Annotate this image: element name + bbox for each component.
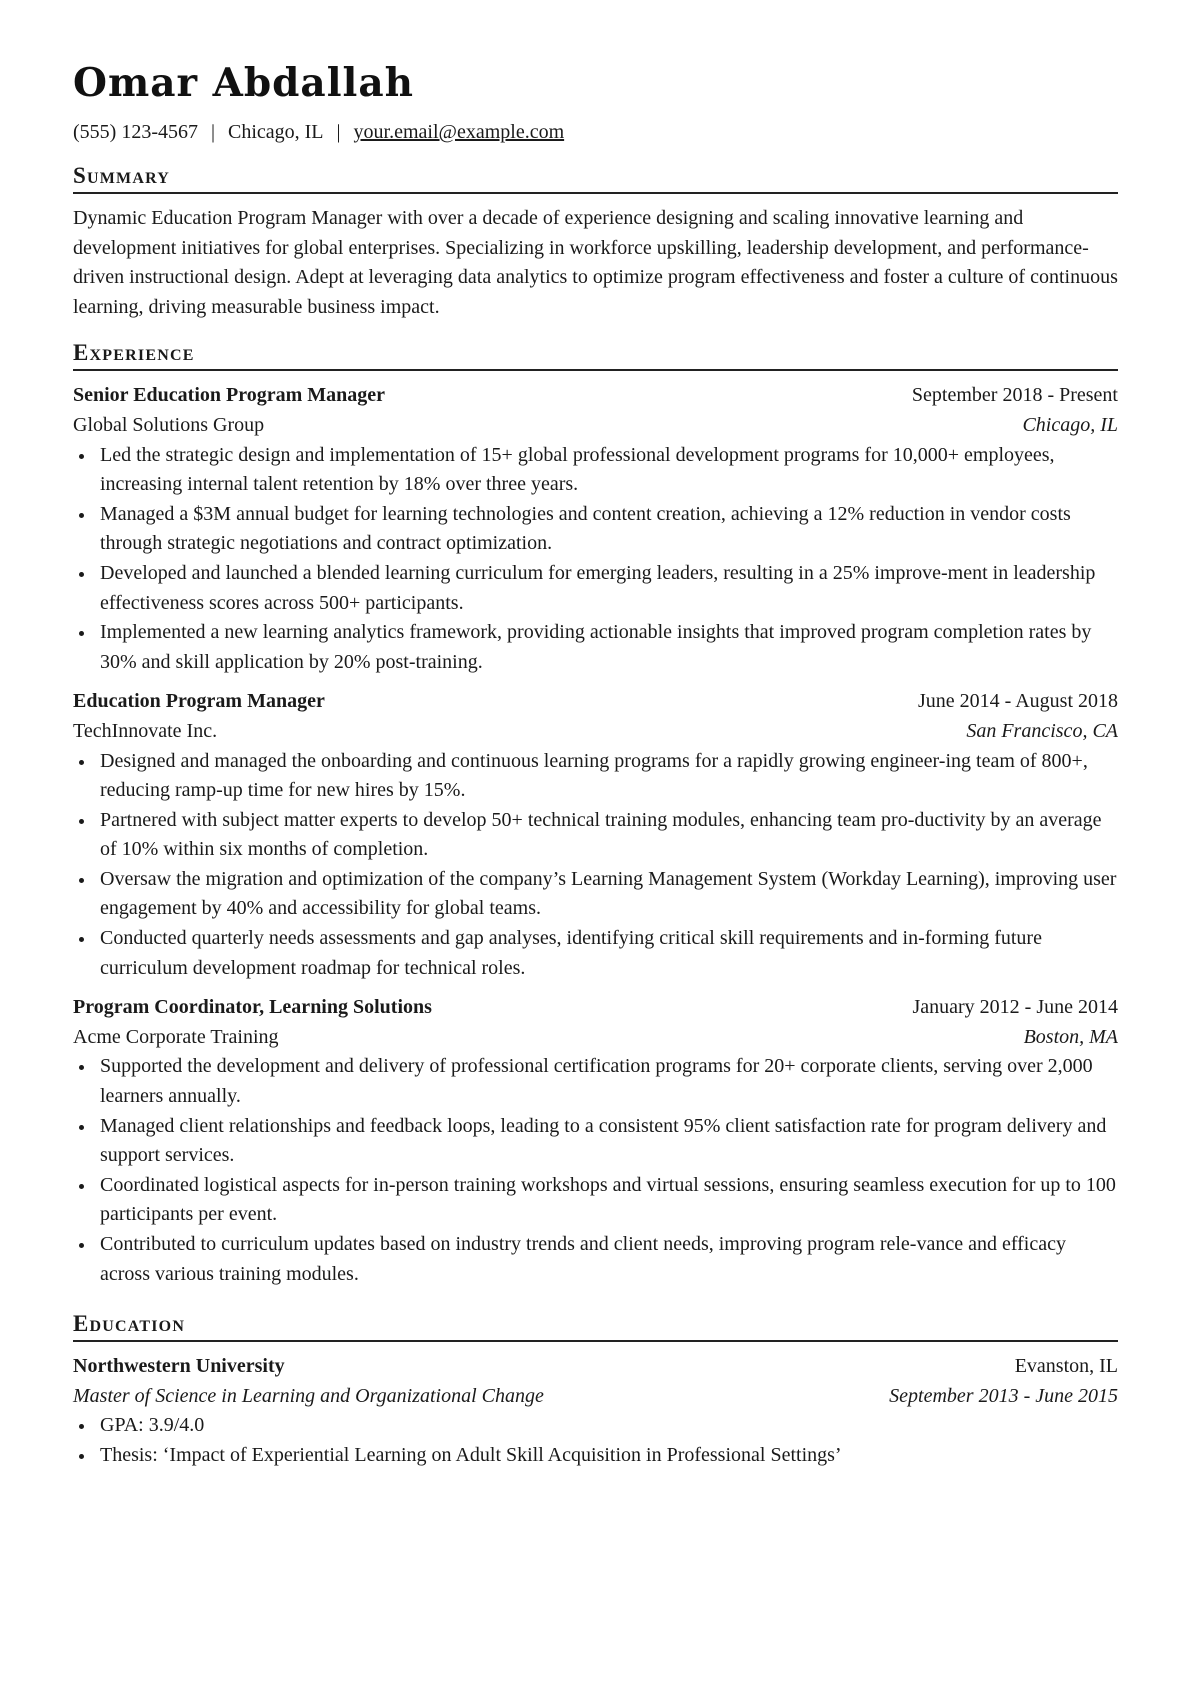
school-name: Northwestern University <box>73 1355 285 1378</box>
company-name: Global Solutions Group <box>73 413 265 436</box>
bullet-item: Contributed to curriculum updates based on industry trends and client needs, improving program rele-vance and efficacy across various training modules. <box>73 1230 1118 1289</box>
job-bullets <box>73 1052 1118 1289</box>
school-location: Evanston, IL <box>1014 1355 1118 1378</box>
job-entry <box>73 687 1118 983</box>
job-dates: September 2018 - Present <box>911 384 1118 407</box>
candidate-name: Omar Abdallah <box>73 60 414 106</box>
company-name: TechInnovate Inc. <box>73 719 218 742</box>
bullet-item: Developed and launched a blended learning curriculum for emerging leaders, resulting in a 25% improve-ment in leadership effectiveness scores across 500+ participants. <box>73 559 1118 618</box>
bullet-item: Partnered with subject matter experts to develop 50+ technical training modules, enhancing team pro-ductivity by an average of 10% within six months of completion. <box>73 806 1118 865</box>
job-dates: January 2012 - June 2014 <box>912 996 1118 1019</box>
degree-name: Master of Science in Learning and Organizational Change <box>73 1384 544 1407</box>
job-title: Education Program Manager <box>73 690 325 713</box>
education-dates: September 2013 - June 2015 <box>889 1384 1118 1407</box>
job-bullets <box>73 441 1118 678</box>
bullet-item: Led the strategic design and implementation of 15+ global professional development programs for 10,000+ employees, increasing internal talent retention by 18% over three years. <box>73 441 1118 500</box>
job-entry <box>73 381 1118 677</box>
job-entry <box>73 993 1118 1289</box>
bullet-item: Managed a $3M annual budget for learning technologies and content creation, achieving a 12% reduction in vendor costs through strategic negotiations and contract optimization. <box>73 500 1118 559</box>
company-name: Acme Corporate Training <box>73 1025 279 1048</box>
job-location: San Francisco, CA <box>966 719 1118 742</box>
phone-number: (555) 123-4567 <box>73 121 198 143</box>
bullet-item: Managed client relationships and feedback loops, leading to a consistent 95% client satisfaction rate for program delivery and support services. <box>73 1112 1118 1171</box>
bullet-item: GPA: 3.9/4.0 <box>73 1411 1118 1441</box>
separator: | <box>210 121 215 143</box>
job-bullets <box>73 747 1118 984</box>
bullet-item: Implemented a new learning analytics framework, providing actionable insights that improved program completion rates by 30% and skill application by 20% post-training. <box>73 618 1118 677</box>
education-heading: Education <box>73 1310 1118 1342</box>
summary-text: Dynamic Education Program Manager with over a decade of experience designing and scaling innovative learning and development initiatives for global enterprises. Specializing in workforce upskilling, leadership development, and performance-driven instructional design. Adept at leveraging data analytics to optimize program effectiveness and foster a culture of continuous learning, driving measurable business impact. <box>73 207 1118 318</box>
experience-heading: Experience <box>73 339 1118 371</box>
job-location: Boston, MA <box>1023 1025 1118 1048</box>
summary-heading: Summary <box>73 162 1118 194</box>
separator: | <box>336 121 341 143</box>
location: Chicago, IL <box>228 121 324 143</box>
bullet-item: Designed and managed the onboarding and continuous learning programs for a rapidly growing engineer-ing team of 800+, reducing ramp-up time for new hires by 15%. <box>73 747 1118 806</box>
education-bullets <box>73 1411 1118 1470</box>
job-title: Senior Education Program Manager <box>73 384 386 407</box>
bullet-item: Conducted quarterly needs assessments and gap analyses, identifying critical skill requirements and in-forming future curriculum development roadmap for technical roles. <box>73 924 1118 983</box>
resume-page <box>73 60 1118 1471</box>
job-location: Chicago, IL <box>1022 413 1118 436</box>
bullet-item: Coordinated logistical aspects for in-person training workshops and virtual sessions, ensuring seamless execution for up to 100 participants per event. <box>73 1171 1118 1230</box>
bullet-item: Supported the development and delivery of professional certification programs for 20+ corporate clients, serving over 2,000 learners annually. <box>73 1052 1118 1111</box>
job-title: Program Coordinator, Learning Solutions <box>73 996 432 1019</box>
email-link[interactable]: your.email@example.com <box>353 121 565 143</box>
contact-line <box>73 120 1118 144</box>
job-dates: June 2014 - August 2018 <box>918 690 1118 713</box>
bullet-item: Oversaw the migration and optimization of the company’s Learning Management System (Workday Learning), improving user engagement by 40% and accessibility for global teams. <box>73 865 1118 924</box>
education-entry <box>73 1352 1118 1470</box>
bullet-item: Thesis: ‘Impact of Experiential Learning on Adult Skill Acquisition in Professional Settings’ <box>73 1441 1118 1471</box>
